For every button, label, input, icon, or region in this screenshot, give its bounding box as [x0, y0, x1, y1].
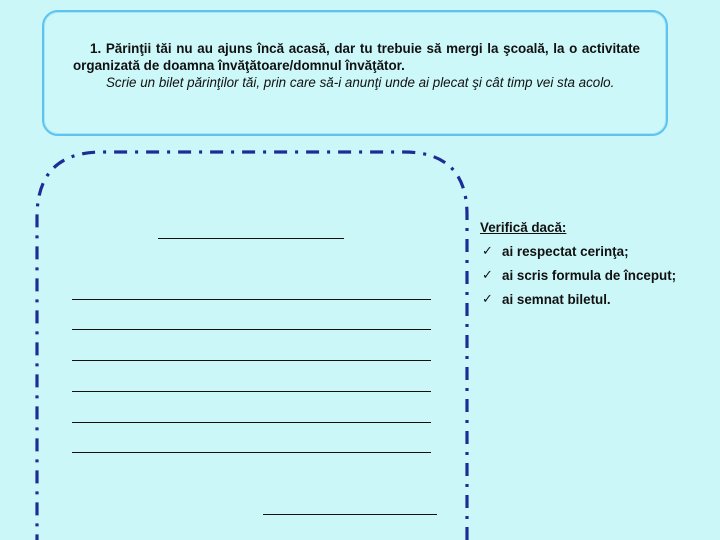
letter-line-1[interactable]: [72, 299, 431, 300]
check-icon: ✓: [482, 292, 493, 307]
letter-line-4[interactable]: [72, 391, 431, 392]
checklist-item: [480, 288, 680, 312]
checklist-title: Verifică dacă:: [480, 220, 567, 235]
checklist-item: [480, 240, 680, 264]
checklist-item-label: ai respectat cerinţa;: [502, 244, 629, 259]
check-icon: ✓: [482, 244, 493, 259]
letter-line-2[interactable]: [72, 329, 431, 330]
checklist-item-label: ai scris formula de început;: [502, 268, 677, 283]
letter-line-3[interactable]: [72, 360, 431, 361]
task-heading: 1. Părinţii tăi nu au ajuns încă acasă, dar tu trebuie să mergi la şcoală, la o activitate organizată de doamna învăţătoare/domnul învăţător.: [73, 41, 640, 73]
letter-line-6[interactable]: [72, 452, 431, 453]
checklist-item-label: ai semnat biletul.: [502, 292, 611, 307]
check-icon: ✓: [482, 268, 493, 283]
checklist-item: [480, 264, 680, 288]
checklist: [480, 216, 680, 312]
signature-line[interactable]: [263, 514, 437, 515]
task-instruction: Scrie un bilet părinţilor tăi, prin care să-i anunţi unde ai plecat şi cât timp vei sta acolo.: [106, 75, 615, 90]
greeting-line[interactable]: [158, 238, 344, 239]
letter-line-5[interactable]: [72, 422, 431, 423]
